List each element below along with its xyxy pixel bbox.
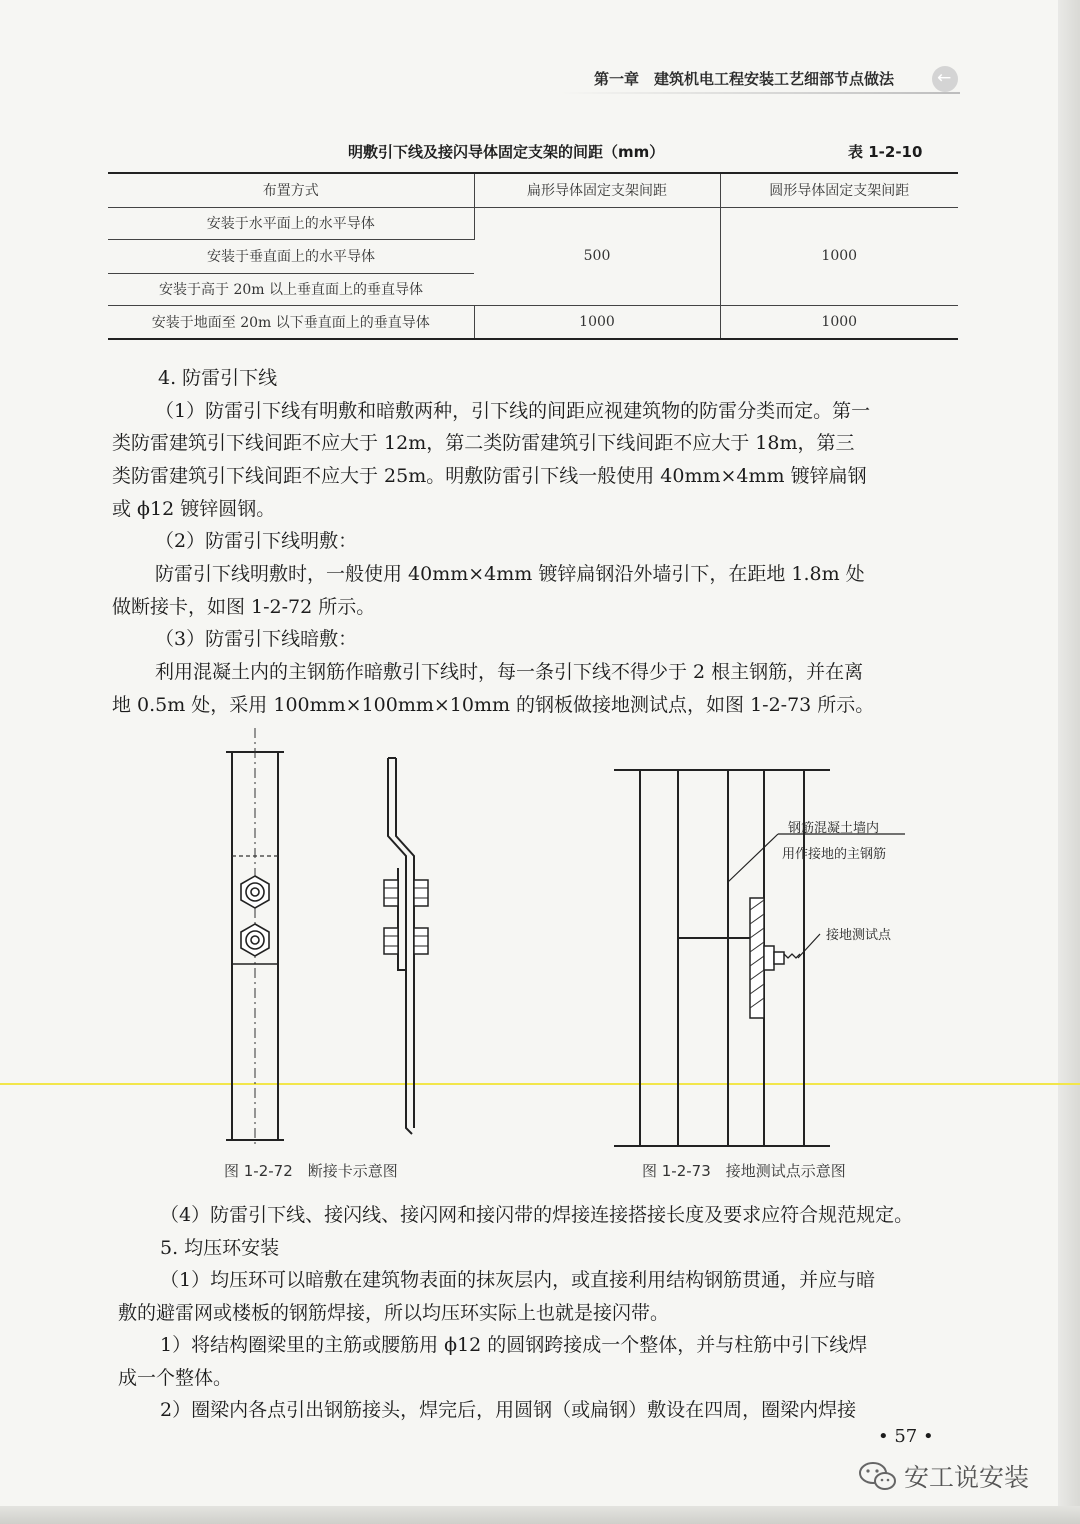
table-header-row <box>108 173 958 207</box>
table-number: 表 1-2-10 <box>848 143 923 161</box>
paragraph-line: 利用混凝土内的主钢筋作暗敷引下线时，每一条引下线不得少于 2 根主钢筋，并在离 <box>155 661 864 683</box>
figure-caption-72: 图 1-2-72 断接卡示意图 <box>224 1162 398 1180</box>
table-row <box>108 305 958 339</box>
subsection-title: （2）防雷引下线明敷： <box>155 530 358 552</box>
table-cell-merged-flat: 500 <box>474 207 720 305</box>
subsection-title: （3）防雷引下线暗敷： <box>155 628 358 650</box>
table-caption: 明敷引下线及接闪导体固定支架的间距（mm） <box>348 143 665 161</box>
paragraph-line: 地 0.5m 处，采用 100mm×100mm×10mm 的钢板做接地测试点，如图 1-2-73 所示。 <box>112 694 875 716</box>
header-rule <box>560 92 960 94</box>
paragraph-line: （4）防雷引下线、接闪线、接闪网和接闪带的焊接连接搭接长度及要求应符合规范规定。 <box>160 1204 914 1226</box>
figure-disconnect-clip <box>200 728 460 1148</box>
page-edge-shadow <box>1058 0 1080 1524</box>
fig73-label-rebar-line2: 用作接地的主钢筋 <box>782 847 887 862</box>
back-arrow-icon <box>932 66 958 92</box>
fig73-label-test-point: 接地测试点 <box>826 928 892 943</box>
table-cell: 安装于地面至 20m 以下垂直面上的垂直导体 <box>108 305 474 339</box>
paragraph-line: 类防雷建筑引下线间距不应大于 25m。明敷防雷引下线一般使用 40mm×4mm 镀锌扁钢 <box>112 465 867 487</box>
paragraph-line: 2）圈梁内各点引出钢筋接头，焊完后，用圆钢（或扁钢）敷设在四周，圈梁内焊接 <box>160 1399 857 1421</box>
fig73-label-rebar-line1: 钢筋混凝土墙内 <box>788 821 880 836</box>
table-cell: 安装于水平面上的水平导体 <box>108 207 474 239</box>
paragraph-line: 敷的避雷网或楼板的钢筋焊接，所以均压环实际上也就是接闪带。 <box>118 1302 670 1324</box>
table-cell: 安装于高于 20m 以上垂直面上的垂直导体 <box>108 273 474 305</box>
page-bottom-band <box>0 1506 1080 1524</box>
paragraph-line: 1）将结构圈梁里的主筋或腰筋用 ϕ12 的圆钢跨接成一个整体，并与柱筋中引下线焊 <box>160 1334 868 1356</box>
running-header <box>560 64 1020 98</box>
table-cell: 1000 <box>474 305 720 339</box>
watermark-text: 安工说安装 <box>904 1463 1030 1492</box>
section-title: 5. 均压环安装 <box>160 1237 280 1259</box>
paragraph-line: （1）均压环可以暗敷在建筑物表面的抹灰层内，或直接利用结构钢筋贯通，并应与暗 <box>160 1269 876 1291</box>
paragraph-line: 成一个整体。 <box>118 1367 233 1389</box>
paragraph-line: 或 ϕ12 镀锌圆钢。 <box>112 498 276 520</box>
table-row <box>108 207 958 239</box>
figure-grounding-test-point <box>600 758 930 1158</box>
table-header-cell: 扁形导体固定支架间距 <box>474 173 720 207</box>
paragraph-line: 类防雷建筑引下线间距不应大于 12m，第二类防雷建筑引下线间距不应大于 18m，第三 <box>112 432 855 454</box>
chapter-title: 第一章 建筑机电工程安装工艺细部节点做法 <box>594 70 895 88</box>
table-cell: 安装于垂直面上的水平导体 <box>108 239 474 273</box>
paragraph-line: 防雷引下线明敷时，一般使用 40mm×4mm 镀锌扁钢沿外墙引下，在距地 1.8m 处 <box>155 563 865 585</box>
chat-bubbles-icon <box>858 1460 898 1494</box>
paragraph-line: 做断接卡，如图 1-2-72 所示。 <box>112 596 376 618</box>
table-header-cell: 布置方式 <box>108 173 474 207</box>
table-header-cell: 圆形导体固定支架间距 <box>720 173 958 207</box>
page-number: • 57 • <box>878 1426 934 1447</box>
paragraph-line: （1）防雷引下线有明敷和暗敷两种，引下线的间距应视建筑物的防雷分类而定。第一 <box>155 400 871 422</box>
figure-caption-73: 图 1-2-73 接地测试点示意图 <box>642 1162 846 1180</box>
arrow-glyph: ← <box>937 68 952 88</box>
section-title: 4. 防雷引下线 <box>158 367 278 389</box>
table-cell-merged-round: 1000 <box>720 207 958 305</box>
spacing-table <box>108 172 958 340</box>
table-cell: 1000 <box>720 305 958 339</box>
